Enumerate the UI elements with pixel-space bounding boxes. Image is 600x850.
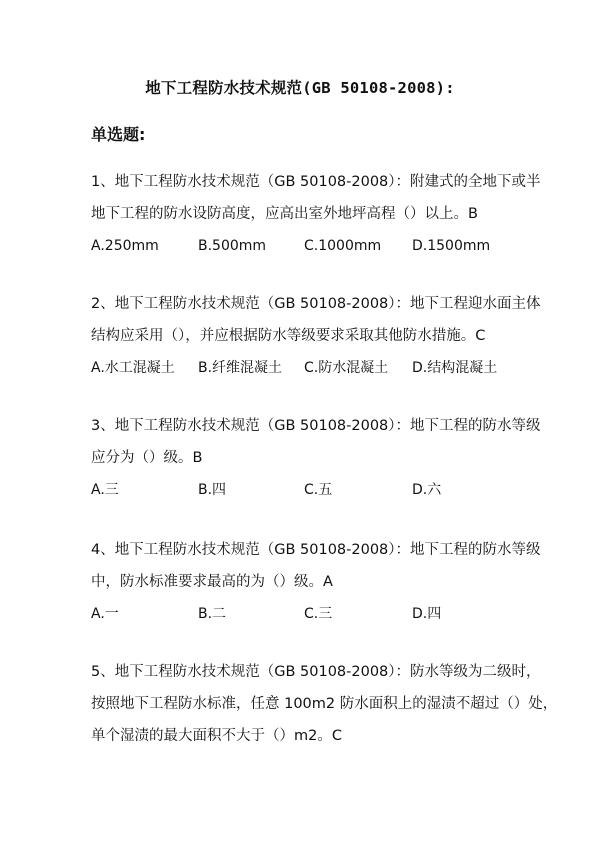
question-text-line: 按照地下工程防水标准，任意 100m2 防水面积上的湿渍不超过（）处，	[91, 696, 558, 712]
option-b: B.四	[198, 482, 227, 498]
option-a: A.水工混凝土	[91, 360, 175, 376]
option-d: D.1500mm	[412, 238, 491, 254]
section-heading: 单选题:	[91, 125, 146, 144]
options-row	[91, 598, 511, 630]
option-b: B.纤维混凝土	[198, 360, 283, 376]
question-text-line: 结构应采用（），并应根据防水等级要求采取其他防水措施。C	[91, 328, 486, 344]
question-text-line: 2、地下工程防水技术规范（GB 50108-2008）：地下工程迎水面主体	[91, 296, 541, 312]
question-1	[91, 166, 541, 262]
question-text-line: 3、地下工程防水技术规范（GB 50108-2008）：地下工程的防水等级	[91, 418, 541, 434]
option-d: D.结构混凝土	[412, 360, 498, 376]
option-b: B.500mm	[198, 238, 267, 254]
question-4	[91, 534, 541, 630]
option-c: C.五	[304, 482, 333, 498]
option-d: D.六	[412, 482, 442, 498]
document-title: 地下工程防水技术规范(GB 50108-2008):	[145, 79, 455, 97]
question-text-line: 应分为（）级。B	[91, 450, 203, 466]
question-text-line: 1、地下工程防水技术规范（GB 50108-2008）：附建式的全地下或半	[91, 174, 541, 190]
question-text-line: 5、地下工程防水技术规范（GB 50108-2008）：防水等级为二级时，	[91, 664, 541, 680]
option-a: A.250mm	[91, 238, 159, 254]
option-c: C.1000mm	[304, 238, 382, 254]
options-row	[91, 230, 511, 262]
question-text-line: 地下工程的防水设防高度，应高出室外地坪高程（）以上。B	[91, 206, 478, 222]
option-c: C.防水混凝土	[304, 360, 389, 376]
options-row	[91, 352, 511, 384]
option-c: C.三	[304, 606, 333, 622]
question-text-line: 单个湿渍的最大面积不大于（）m2。C	[91, 728, 342, 744]
option-d: D.四	[412, 606, 442, 622]
option-a: A.一	[91, 606, 119, 622]
option-b: B.二	[198, 606, 227, 622]
question-5	[91, 656, 558, 752]
option-a: A.三	[91, 482, 119, 498]
options-row	[91, 474, 511, 506]
question-text-line: 中，防水标准要求最高的为（）级。A	[91, 574, 333, 590]
question-2	[91, 288, 541, 384]
question-3	[91, 410, 541, 506]
question-text-line: 4、地下工程防水技术规范（GB 50108-2008）：地下工程的防水等级	[91, 542, 541, 558]
